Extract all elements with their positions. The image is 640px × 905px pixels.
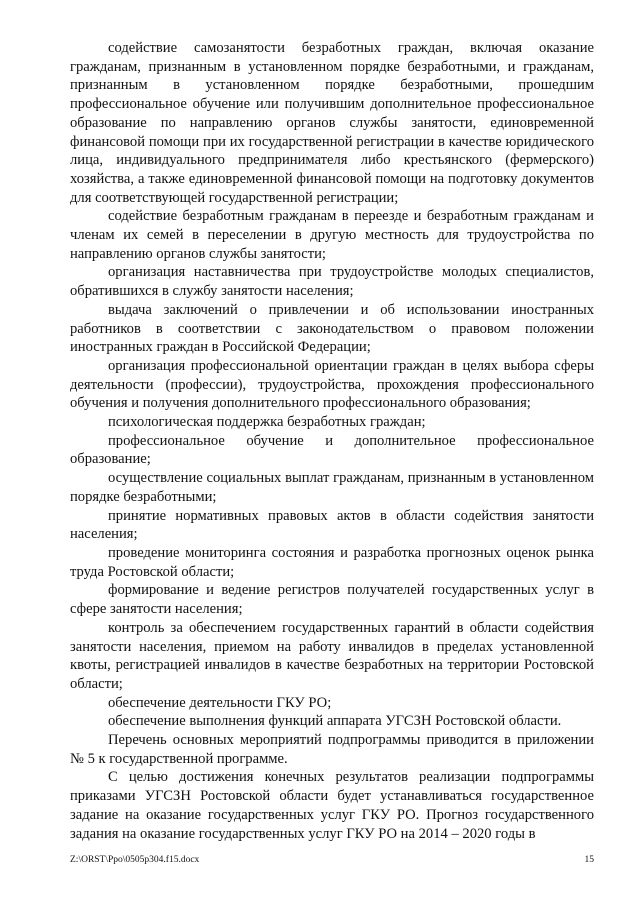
paragraph: обеспечение выполнения функций аппарата УГСЗН Ростовской области.: [108, 713, 562, 730]
paragraph: контроль за обеспечением государственных гарантий в области содействия занятости населения, приемом на работу инвалидов в пределах установленной квоты, регистрацией инвалидов в качестве безработных на территории Ростовской области;: [70, 619, 594, 692]
paragraph: психологическая поддержка безработных граждан;: [108, 414, 426, 431]
paragraph: обеспечение деятельности ГКУ РО;: [108, 694, 332, 711]
paragraph: содействие безработным гражданам в переезде и безработным гражданам и членам их семей в переселении в другую местность для трудоустройства по направлению органов службы занятости;: [70, 208, 594, 262]
document-body: [70, 39, 594, 843]
paragraph: содействие самозанятости безработных граждан, включая оказание гражданам, признанным в установленном порядке безработными, и гражданам, признанным в установленном порядке безработными, прошедшим профессиональное обучение или получившим дополнительное профессиональное образование по направлению органов службы занятости, единовременной финансовой помощи при их государственной регистрации в качестве юридического лица, индивидуального предпринимателя либо крестьянского (фермерского) хозяйства, а также единовременной финансовой помощи на подготовку документов для соответствующей государственной регистрации;: [70, 40, 594, 206]
paragraph: профессиональное обучение и дополнительное профессиональное образование;: [70, 432, 594, 468]
paragraph: Перечень основных мероприятий подпрограммы приводится в приложении № 5 к государственной программе.: [70, 732, 594, 767]
paragraph: организация профессиональной ориентации граждан в целях выбора сферы деятельности (профессии), трудоустройства, прохождения профессионального обучения и получения дополнительного профессионального образования;: [70, 357, 594, 412]
file-path: Z:\ORST\Ppo\0505p304.f15.docx: [70, 855, 200, 865]
paragraph: формирование и ведение регистров получателей государственных услуг в сфере занятости населения;: [70, 582, 594, 618]
paragraph: выдача заключений о привлечении и об использовании иностранных работников в соответствии с законодательством о правовом положении иностранных граждан в Российской Федерации;: [70, 301, 594, 356]
paragraph: проведение мониторинга состояния и разработка прогнозных оценок рынка труда Ростовской области;: [70, 544, 594, 580]
page-number: 15: [584, 855, 594, 865]
paragraph: принятие нормативных правовых актов в области содействия занятости населения;: [70, 507, 594, 543]
paragraph: осуществление социальных выплат гражданам, признанным в установленном порядке безработными;: [70, 470, 594, 505]
page-footer: [70, 855, 594, 865]
paragraph: С целью достижения конечных результатов реализации подпрограммы приказами УГСЗН Ростовской области будет устанавливаться государственное задание на оказание государственных услуг ГКУ РО. Прогноз государственного задания на оказание государственных услуг ГКУ РО на 2014 – 2020 годы в: [70, 769, 594, 842]
paragraph: организация наставничества при трудоустройстве молодых специалистов, обратившихся в службу занятости населения;: [70, 264, 594, 300]
